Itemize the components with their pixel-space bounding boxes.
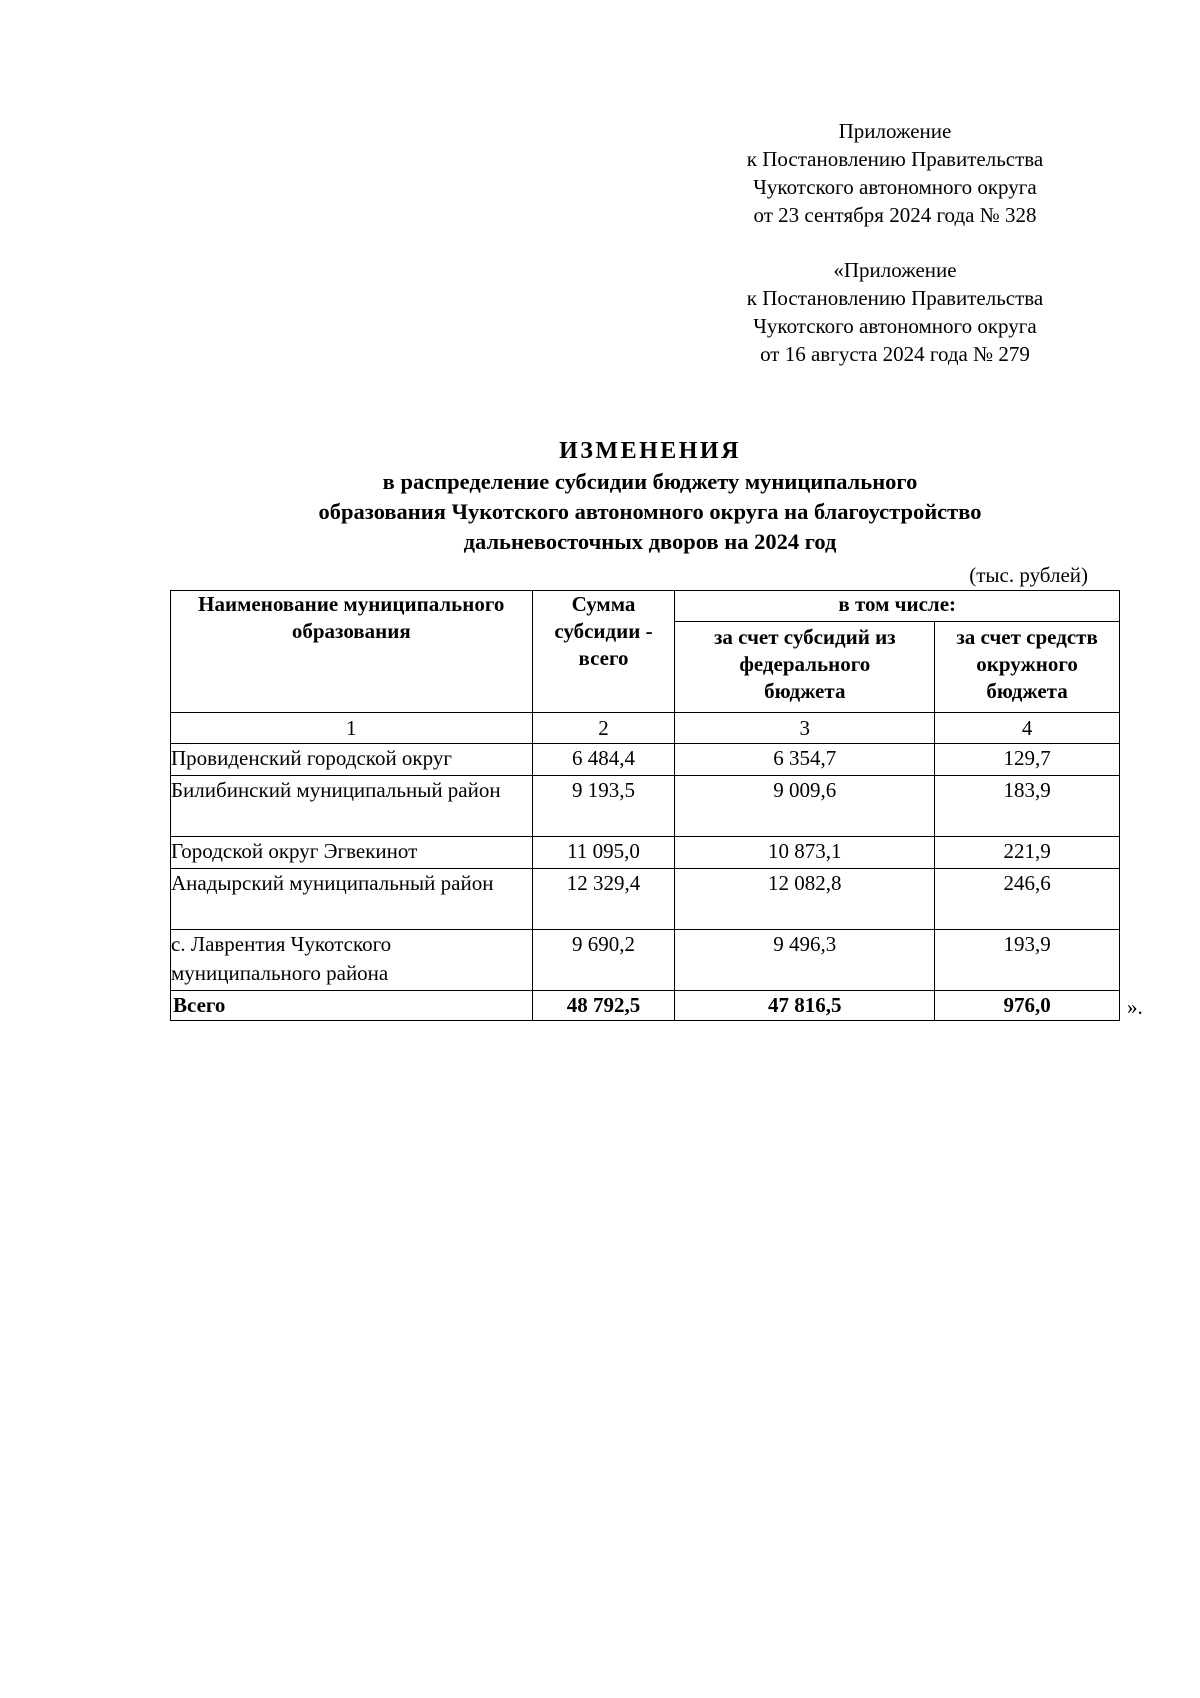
table-row — [171, 837, 1120, 869]
table-row — [171, 930, 1120, 991]
appendix-line: Чукотского автономного округа — [753, 314, 1037, 338]
row-federal: 9 009,6 — [675, 776, 935, 837]
total-sum: 48 792,5 — [532, 991, 675, 1021]
row-name: Анадырский муниципальный район — [171, 869, 533, 930]
appendix-line: от 16 августа 2024 года № 279 — [760, 342, 1030, 366]
header-name: Наименование муниципального образования — [171, 591, 533, 713]
appendix-line: от 23 сентября 2024 года № 328 — [753, 203, 1037, 227]
row-regional: 193,9 — [935, 930, 1120, 991]
row-name: Билибинский муниципальный район — [171, 776, 533, 837]
column-number: 4 — [935, 713, 1120, 744]
total-label: Всего — [171, 991, 533, 1021]
row-name: с. Лаврентия Чукотского муниципального района — [171, 930, 533, 991]
appendix-line: Приложение — [838, 119, 952, 143]
appendix-line: к Постановлению Правительства — [746, 286, 1044, 310]
appendix-header-original — [700, 256, 1090, 368]
row-regional: 129,7 — [935, 744, 1120, 776]
document-title — [160, 435, 1140, 557]
title-subtitle — [160, 467, 1140, 557]
row-name: Городской округ Эгвекинот — [171, 837, 533, 869]
table-row — [171, 869, 1120, 930]
appendix-line: Чукотского автономного округа — [753, 175, 1037, 199]
title-main: ИЗМЕНЕНИЯ — [559, 438, 741, 464]
row-total: 9 690,2 — [532, 930, 675, 991]
row-total: 11 095,0 — [532, 837, 675, 869]
row-regional: 221,9 — [935, 837, 1120, 869]
total-row — [171, 991, 1120, 1021]
header-federal: за счет субсидий из федерального бюджета — [675, 622, 935, 713]
column-number: 2 — [532, 713, 675, 744]
title-subtitle-line: в распределение субсидии бюджету муниципального — [382, 469, 918, 494]
row-federal: 9 496,3 — [675, 930, 935, 991]
row-federal: 10 873,1 — [675, 837, 935, 869]
table-row — [171, 744, 1120, 776]
header-regional: за счет средств окружного бюджета — [935, 622, 1120, 713]
total-regional: 976,0 — [935, 991, 1120, 1021]
title-subtitle-line: дальневосточных дворов на 2024 год — [463, 529, 837, 554]
unit-label: (тыс. рублей) — [969, 563, 1088, 587]
title-subtitle-line: образования Чукотского автономного округа на благоустройство — [318, 499, 982, 524]
row-federal: 6 354,7 — [675, 744, 935, 776]
table-row — [171, 776, 1120, 837]
table-header-row — [171, 591, 1120, 622]
appendix-line: «Приложение — [833, 258, 957, 282]
subsidy-table — [170, 590, 1120, 1021]
closing-quote-mark: ». — [1127, 995, 1143, 1019]
column-number: 3 — [675, 713, 935, 744]
total-federal: 47 816,5 — [675, 991, 935, 1021]
row-regional: 246,6 — [935, 869, 1120, 930]
header-total: Сумма субсидии - всего — [532, 591, 675, 713]
column-number-row — [171, 713, 1120, 744]
row-total: 6 484,4 — [532, 744, 675, 776]
column-number: 1 — [171, 713, 533, 744]
appendix-line: к Постановлению Правительства — [746, 147, 1044, 171]
row-total: 12 329,4 — [532, 869, 675, 930]
row-regional: 183,9 — [935, 776, 1120, 837]
row-federal: 12 082,8 — [675, 869, 935, 930]
header-including: в том числе: — [675, 591, 1120, 622]
row-total: 9 193,5 — [532, 776, 675, 837]
row-name: Провиденский городской округ — [171, 744, 533, 776]
appendix-header-current — [700, 117, 1090, 229]
